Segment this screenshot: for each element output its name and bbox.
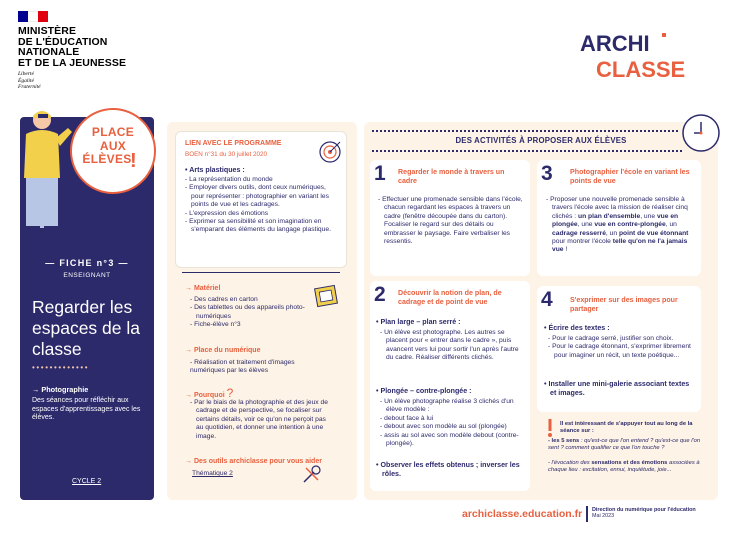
numerique-heading: → Place du numérique	[185, 347, 261, 354]
list-item: - assis au sol avec son modèle debout (contre-plongée).	[380, 431, 519, 448]
list-item: - Pour le cadrage étonnant, s'exprimer librement pour imaginer un récit, un texte poétique...	[548, 343, 691, 359]
exclamation-icon	[544, 418, 556, 438]
programme-list	[185, 176, 340, 235]
ministry-name: MINISTÈRE DE L'ÉDUCATION NATIONALE ET DE LA JEUNESSE	[18, 25, 127, 69]
marianne-flag-icon	[18, 11, 48, 22]
logo-line1: ARCHI	[580, 31, 650, 56]
list-item: - Pour le cadrage serré, justifier son choix.	[548, 335, 674, 342]
activity-4-bullet-1: • Écrire des textes :	[544, 324, 610, 332]
activity-number-2: 2	[374, 283, 386, 306]
logo-accent-icon	[662, 33, 666, 37]
target-icon	[318, 140, 342, 164]
activity-2-text-1: - Un élève est photographe. Les autres se placent pour « entrer dans le cadre », puis avancent vers lui pour sortir l'un après l'autre du cadre. Réaliser différents clichés.	[380, 329, 519, 362]
activity-number-3: 3	[541, 162, 553, 185]
list-item: - Exprimer sa sensibilité et son imagination en s'emparant des éléments du langage plastique.	[185, 218, 331, 234]
numerique-text: - Réalisation et traitement d'images numériques par les élèves	[190, 359, 295, 375]
activity-4-list	[548, 335, 698, 360]
activity-heading-1: Regarder le monde à travers un cadre	[398, 168, 505, 185]
republic-motto: Liberté Égalité Fraternité	[18, 71, 41, 90]
pourquoi-heading: → Pourquoi ?	[185, 386, 234, 400]
list-item: - La représentation du monde	[185, 176, 273, 183]
activity-heading-3: Photographier l'école en variant les points de vue	[570, 168, 690, 185]
fiche-number: — FICHE n°3 —	[45, 258, 129, 268]
activity-number-1: 1	[374, 162, 386, 185]
outils-heading: → Des outils archiclasse pour vous aider	[185, 458, 322, 465]
list-item: - Fiche-élève n°3	[190, 321, 241, 329]
thematique-link[interactable]: Thématique 2	[192, 470, 233, 477]
activities-title: DES ACTIVITÉS À PROPOSER AUX ÉLÈVES	[455, 136, 627, 145]
activity-text-1: - Effectuer une promenade sensible dans l'école, chacun regardant les espaces à travers un cadre (fenêtre découpée dans du carton). Focaliser le regard sur des détails ou embrasser le paysage. Faire verbaliser les ressentis.	[378, 196, 523, 246]
activity-heading-4: S'exprimer sur des images pour partager	[570, 296, 678, 313]
exclamation-mark: !	[130, 150, 137, 172]
tip-line-1: - les 5 sens : qu'est-ce que l'on entend ? qu'est-ce que l'on sent ? comment qualifier ce que l'on touche ?	[548, 438, 701, 451]
footer-divider	[586, 506, 588, 522]
list-item: - debout face à lui	[380, 414, 434, 422]
title-dots: •••••••••••••	[32, 363, 90, 372]
footer-direction: Direction du numérique pour l'éducation Mai 2023	[592, 507, 696, 520]
programme-ref: BOEN n°31 du 30 juillet 2020	[185, 151, 267, 158]
clock-icon	[680, 112, 722, 154]
activity-2-bullet-2: • Plongée – contre-plongée :	[376, 387, 472, 395]
programme-subject: • Arts plastiques :	[185, 166, 245, 174]
activity-heading-2: Découvrir la notion de plan, de cadrage et de point de vue	[398, 289, 502, 306]
materiel-list	[190, 296, 310, 330]
divider	[182, 272, 340, 273]
pourquoi-text: - Par le biais de la photographie et des jeux de cadrage et de perspective, se focaliser sur certains détails, voir ce qu'on ne perçoit pas au quotidien, et donner une intention à une image.	[190, 399, 328, 440]
picture-frame-icon	[313, 282, 341, 310]
activity-number-4: 4	[541, 288, 553, 311]
list-item: - Des cadres en carton	[190, 296, 258, 303]
website-link[interactable]: archiclasse.education.fr	[462, 508, 583, 520]
activity-2-list	[380, 398, 525, 448]
place-aux-eleves-text: PLACE AUX ÉLÈVES	[82, 125, 135, 166]
archiclasse-logo	[578, 29, 718, 81]
activity-2-bullet-1: • Plan large – plan serré :	[376, 318, 461, 326]
dotted-rule	[372, 150, 682, 152]
list-item: - Employer divers outils, dont ceux numériques, pour représenter : photographier en variant les points de vue et les cadrages.	[185, 184, 329, 209]
photographer-character-icon	[18, 108, 76, 256]
role-label: ENSEIGNANT	[63, 272, 111, 279]
materiel-heading: → Matériel	[185, 285, 221, 292]
list-item: - debout avec son modèle au sol (plongée)	[380, 423, 507, 431]
programme-heading: LIEN AVEC LE PROGRAMME	[185, 140, 282, 147]
tip-line-2: - l'évocation des sensations et des émotions associées à chaque lieu : excitation, ennui, inquiétude, joie...	[548, 460, 700, 473]
activity-4-bullet-2: • Installer une mini-galerie associant textes et images.	[544, 380, 690, 397]
list-item: - Un élève photographe réalise 3 clichés d'un élève modèle :	[380, 398, 514, 414]
topic-description: Des séances pour réfléchir aux espaces d'apprentissages avec les élèves.	[32, 397, 141, 422]
topic-label: → Photographie	[32, 385, 89, 394]
tools-icon	[300, 462, 324, 486]
tip-intro: Il est intéressant de s'appuyer tout au long de la séance sur :	[560, 421, 693, 434]
activity-2-bullet-3: • Observer les effets obtenus ; inverser les rôles.	[376, 461, 520, 478]
logo-line2: CLASSE	[596, 57, 686, 81]
list-item: - L'expression des émotions	[185, 209, 269, 217]
page-title: Regarder les espaces de la classe	[32, 297, 140, 359]
activity-text-3: - Proposer une nouvelle promenade sensible à travers l'école avec la mission de réaliser cinq clichés : un plan d'ensemble, une vue en plongée, une vue en contre-plongée, un cadrage resserré, un point de vue étonnant pour montrer l'école telle qu'on ne l'a jamais vue !	[546, 196, 689, 254]
list-item: - Des tablettes ou des appareils photo-numériques	[190, 304, 305, 320]
activity-card-2	[370, 281, 530, 491]
question-mark-icon: ?	[226, 386, 234, 400]
dotted-rule	[372, 130, 678, 132]
cycle-label: CYCLE 2	[72, 478, 102, 485]
